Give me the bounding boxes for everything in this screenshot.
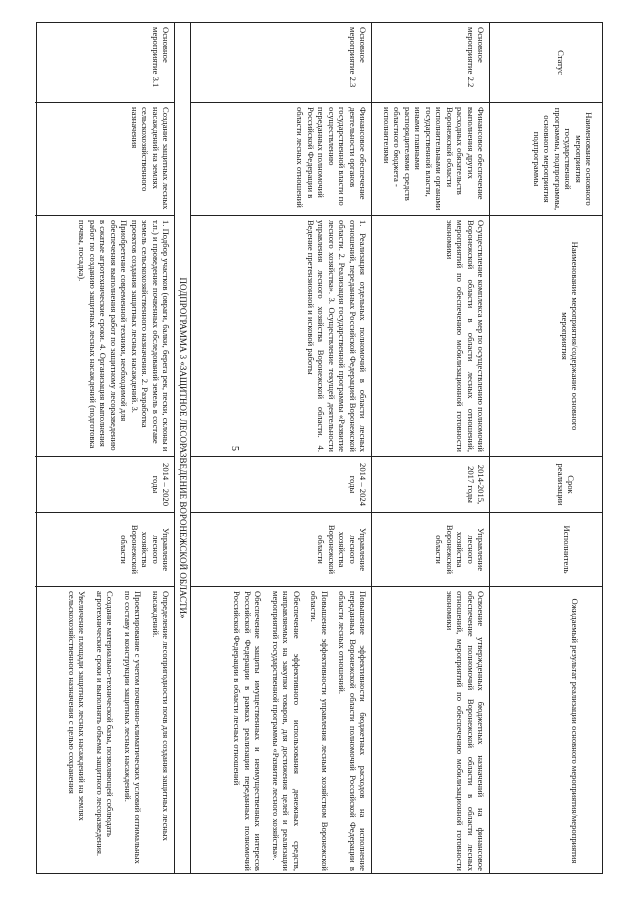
result-paragraph: Повышение эффективности управления лесным хозяйством Воронежской области. — [309, 591, 330, 871]
row-executor: Управление лесного хозяйства Воронежской области — [372, 513, 489, 587]
row-status: Основное мероприятие 2.3 — [191, 23, 371, 103]
page-number: 5 — [229, 446, 240, 451]
result-paragraph: Обеспечение защиты имущественных и неимущественных интересов Российской Федерации в рамках реализации переданных полномочий Российской Федерации в области лесных отношений — [232, 591, 264, 871]
header-executor: Исполнитель — [490, 513, 602, 587]
header-result: Ожидаемый результат реализации основного мероприятия/мероприятия — [570, 598, 580, 864]
row-main-name: Создание защитных лесных насаждений на землях сельскохозяйственного назначения — [35, 103, 174, 216]
row-status: Основное мероприятие 2.2 — [372, 23, 489, 103]
row-term: 2014-2015, 2017 годы — [372, 457, 489, 513]
row-executor: Управление лесного хозяйства Воронежской области — [35, 513, 174, 587]
result-paragraph: Увеличение площади защитных лесных насаждений на землях сельскохозяйственного назначения с целью сохранения — [66, 591, 88, 821]
header-content: Наименование мероприятия/содержание основного мероприятия — [490, 216, 602, 457]
row-main-name: Финансовое обеспечение выполнения других расходных обязательств Воронежской области исполнительными органами государственной власти, иными главными распорядителями средств областного бюджета - исполнителями — [372, 103, 489, 216]
header-main-name: Наименование основного мероприятия государственной программы, подпрограммы, основного мероприятия подпрограммы — [490, 103, 602, 216]
row-status: Основное мероприятие 3.1 — [35, 23, 174, 103]
table-header-row — [489, 23, 602, 873]
row-result — [191, 587, 371, 875]
table-row — [35, 23, 174, 873]
rotated-table-wrapper — [36, 22, 603, 874]
row-executor: Управление лесного хозяйства Воронежской области — [191, 513, 371, 587]
row-result — [372, 587, 489, 875]
row-result — [35, 587, 174, 875]
subprogram-title: ПОДПРОГРАММА 3 «ЗАЩИТНОЕ ЛЕСОРАЗВЕДЕНИЕ ВОРОНЕЖСКОЙ ОБЛАСТИ» — [174, 23, 190, 873]
header-status: Статус — [490, 23, 602, 103]
result-paragraph: Проектирование с учетом почвенно-климатических условий оптимальных по составу и конструкции защитных лесных насаждений. — [122, 591, 144, 864]
header-term: Срок реализации — [490, 457, 602, 513]
row-term: 2014 – 2020 годы — [35, 457, 174, 513]
program-table — [36, 22, 603, 874]
row-main-name: Финансовое обеспечение деятельности органов государственной власти по осуществлению переданных полномочий Российской Федерации в области лесных отношений — [191, 103, 371, 216]
row-content: 1. Подбор участков (овраги, балки, берега рек, пески, склоны и т.п.) и проведение почвенных обследований земель в составе земель сельскохозяйственного назначения. 2. Разработка проектов создания защитных лесных насаждений. 3. Приобретение современной техники, необходимой для обеспечения выполнения работ по защитному лесоразведению в сжатые агротехнические сроки. 4. Организация выполнения работ по созданию защитных лесных насаждений (подготовка почвы, посадка). — [35, 216, 174, 457]
row-content: 1. Реализация отдельных полномочий в области лесных отношений, переданных Российской Федерацией Воронежской области. 2. Реализация государственной программы «Развитие лесного хозяйства». 3. Осуществление текущей деятельности управления лесного хозяйства Воронежской области. 4. Ведение претензионной и исковой работы — [191, 216, 371, 457]
result-paragraph: Обеспечение эффективного использования денежных средств, направляемых на закупки товаров, для достижения целей и реализации мероприятий государственной программы «Развитие лесного хозяйства». — [270, 591, 302, 871]
row-term: 2014 – 2024 годы — [191, 457, 371, 513]
result-paragraph: Создание материально-технической базы, позволяющей соблюдать агротехнические сроки и выполнять объемы защитного лесоразведения. — [94, 591, 116, 857]
table-row — [190, 23, 371, 873]
result-paragraph: Освоение утвержденных бюджетных назначений на финансовое обеспечение полномочий Воронежской области в области лесных отношений, мероприятий по обеспечению мобилизационной готовности экономики — [444, 591, 486, 871]
row-content: Осуществление комплекса мер по осуществлению полномочий Воронежской области в области лесных отношений, мероприятий по обеспечению мобилизационной готовности экономики — [372, 216, 489, 457]
result-paragraph: Повышение эффективности бюджетных расходов на исполнение переданных Воронежской области полномочий Российской Федерации в области лесных отношений. — [337, 591, 368, 871]
result-paragraph: Определение лесопригодности почв для создания защитных лесных насаждений. — [150, 591, 171, 841]
table-row — [371, 23, 489, 873]
